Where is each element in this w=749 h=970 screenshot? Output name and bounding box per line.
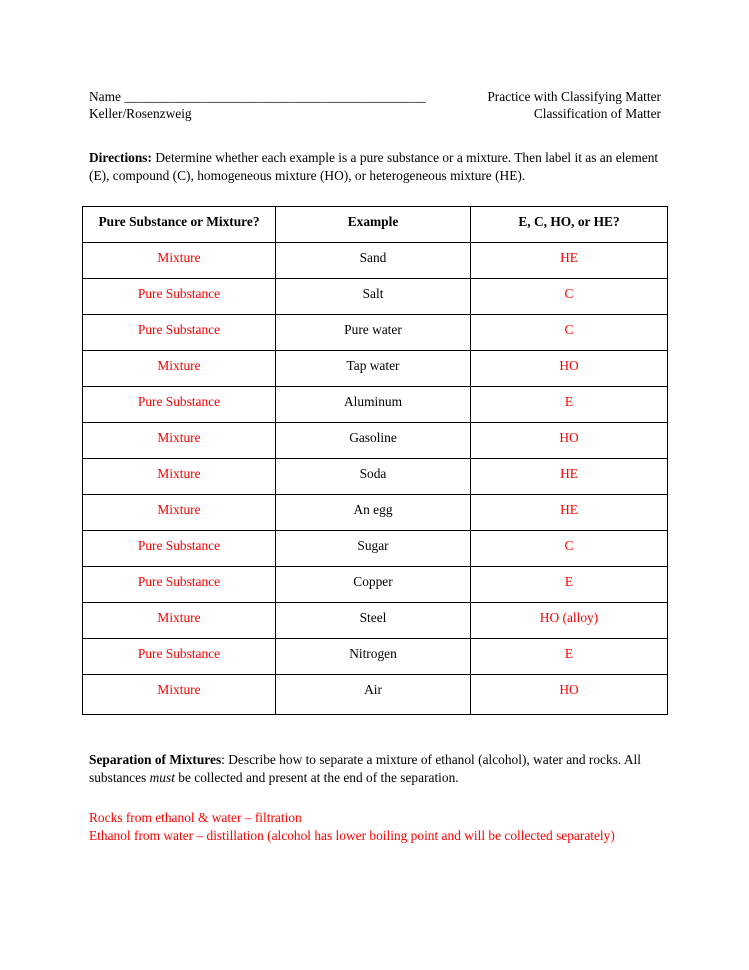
example-cell: Salt: [276, 279, 471, 315]
table-row: [83, 351, 668, 387]
name-block: [89, 88, 426, 122]
table-row: [83, 567, 668, 603]
worksheet-title: Practice with Classifying Matter: [487, 89, 661, 104]
answer-line-filtration: Rocks from ethanol & water – filtration: [89, 810, 302, 825]
table-row: [83, 243, 668, 279]
classification-cell: Pure Substance: [83, 639, 276, 675]
answer-cell: HO: [471, 423, 668, 459]
name-label: Name: [89, 89, 121, 104]
example-cell: Aluminum: [276, 387, 471, 423]
separation-text-2: be collected and present at the end of the separation.: [174, 769, 459, 785]
answer-cell: HE: [471, 243, 668, 279]
answer-cell: HO: [471, 675, 668, 715]
table-row: [83, 387, 668, 423]
classification-cell: Pure Substance: [83, 567, 276, 603]
classification-cell: Mixture: [83, 675, 276, 715]
answer-cell: HE: [471, 495, 668, 531]
classification-cell: Mixture: [83, 351, 276, 387]
header-label-type: E, C, HO, or HE?: [471, 207, 668, 243]
classification-cell: Pure Substance: [83, 387, 276, 423]
example-cell: Gasoline: [276, 423, 471, 459]
example-cell: Steel: [276, 603, 471, 639]
example-cell: Nitrogen: [276, 639, 471, 675]
answer-cell: C: [471, 531, 668, 567]
answer-cell: C: [471, 279, 668, 315]
classification-cell: Pure Substance: [83, 531, 276, 567]
example-cell: Air: [276, 675, 471, 715]
table-row: [83, 531, 668, 567]
table-row: [83, 279, 668, 315]
example-cell: Copper: [276, 567, 471, 603]
classification-table: [82, 206, 668, 715]
table-row: [83, 459, 668, 495]
classification-cell: Pure Substance: [83, 315, 276, 351]
directions-text: Determine whether each example is a pure substance or a mixture. Then label it as an element (E), compound (C), homogeneous mixture (HO), or heterogeneous mixture (HE).: [89, 150, 659, 183]
table-row: [83, 495, 668, 531]
name-line: [89, 88, 426, 105]
classification-cell: Pure Substance: [83, 279, 276, 315]
table-row: [83, 423, 668, 459]
separation-italic-word: must: [149, 769, 175, 785]
title-block: [487, 88, 661, 122]
directions-paragraph: [89, 149, 667, 184]
table-row: [83, 315, 668, 351]
header-example: Example: [276, 207, 471, 243]
classification-cell: Mixture: [83, 459, 276, 495]
classification-cell: Mixture: [83, 495, 276, 531]
header-pure-substance-or-mixture: Pure Substance or Mixture?: [83, 207, 276, 243]
answer-cell: HE: [471, 459, 668, 495]
answer-cell: E: [471, 639, 668, 675]
answer-cell: E: [471, 567, 668, 603]
teacher-name: Keller/Rosenzweig: [89, 106, 192, 121]
table-row: [83, 639, 668, 675]
answer-line-distillation: Ethanol from water – distillation (alcohol has lower boiling point and will be collected separately): [89, 827, 615, 843]
separation-text-1: : Describe how to separate a mixture of ethanol (alcohol), water and rocks. All substances: [89, 752, 641, 785]
separation-label: Separation of Mixtures: [89, 752, 222, 767]
example-cell: Tap water: [276, 351, 471, 387]
example-cell: An egg: [276, 495, 471, 531]
example-cell: Sugar: [276, 531, 471, 567]
answer-cell: C: [471, 315, 668, 351]
example-cell: Soda: [276, 459, 471, 495]
separation-paragraph: [89, 751, 671, 786]
answer-cell: HO (alloy): [471, 603, 668, 639]
table-row: [83, 603, 668, 639]
directions-label: Directions:: [89, 150, 152, 165]
name-blank-line: _____________________________________________: [124, 89, 426, 104]
classification-cell: Mixture: [83, 423, 276, 459]
document-header: [89, 88, 661, 122]
classification-cell: Mixture: [83, 243, 276, 279]
table-row: [83, 675, 668, 715]
example-cell: Sand: [276, 243, 471, 279]
worksheet-subtitle: Classification of Matter: [533, 106, 661, 121]
example-cell: Pure water: [276, 315, 471, 351]
answer-cell: E: [471, 387, 668, 423]
answer-cell: HO: [471, 351, 668, 387]
table-header-row: [83, 207, 668, 243]
separation-answers: [89, 809, 671, 844]
classification-cell: Mixture: [83, 603, 276, 639]
